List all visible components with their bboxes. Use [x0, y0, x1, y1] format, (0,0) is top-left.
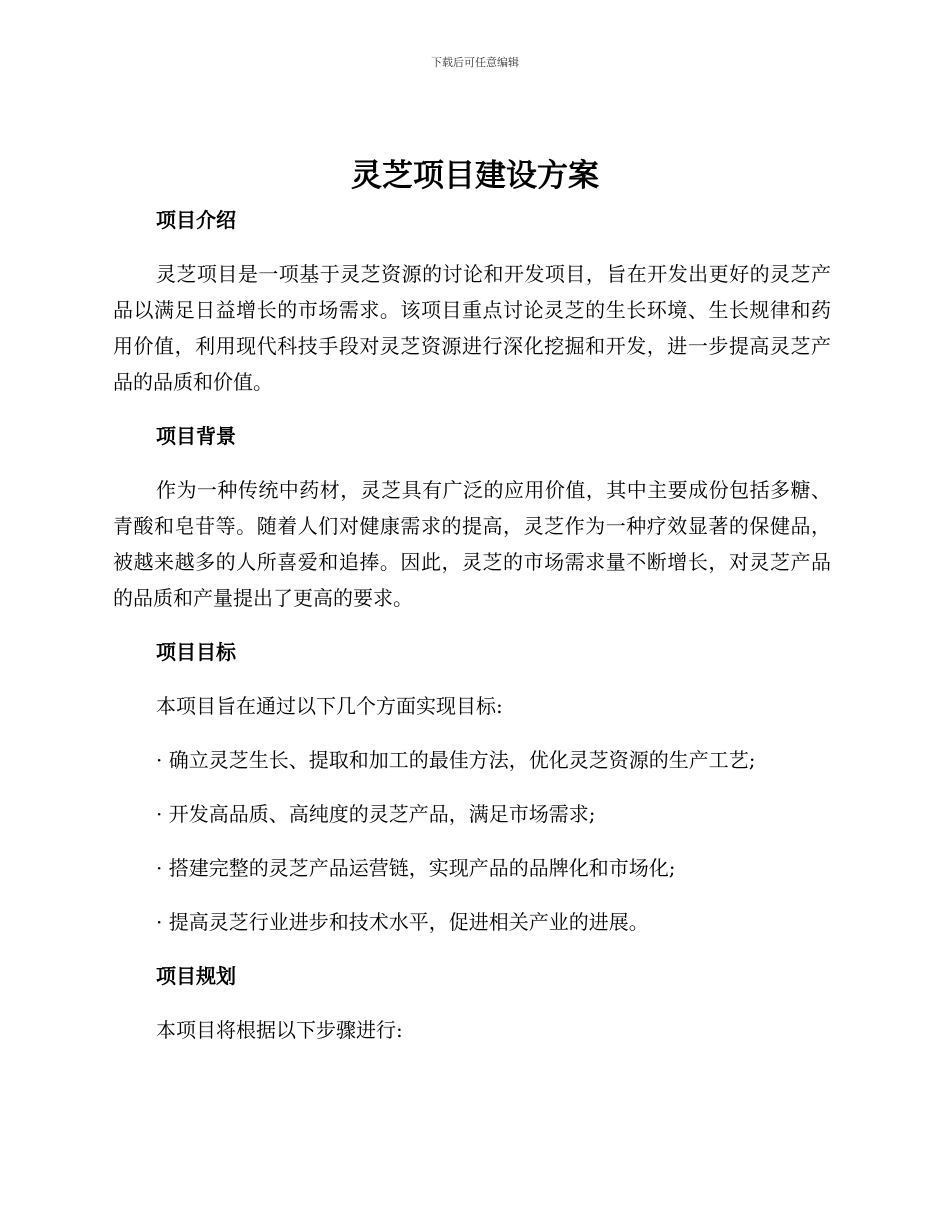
goal-bullet: · 搭建完整的灵芝产品运营链，实现产品的品牌化和市场化; [156, 856, 676, 880]
section-heading-goals: 项目目标 [156, 640, 236, 664]
goals-intro: 本项目旨在通过以下几个方面实现目标: [156, 694, 503, 718]
section-heading-plan: 项目规划 [156, 964, 236, 988]
goal-bullet: · 提高灵芝行业进步和技术水平，促进相关产业的进展。 [156, 910, 649, 934]
goal-bullet: · 开发高品质、高纯度的灵芝产品，满足市场需求; [156, 802, 596, 826]
section-heading-background: 项目背景 [156, 424, 236, 448]
background-paragraph: 作为一种传统中药材，灵芝具有广泛的应用价值，其中主要成份包括多糖、青酸和皂苷等。随着人们对健康需求的提高，灵芝作为一种疗效显著的保健品，被越来越多的人所喜爱和追捧。因此，灵芝的市场需求量不断增长，对灵芝产品的品质和产量提出了更高的要求。 [113, 478, 831, 610]
goal-bullet: · 确立灵芝生长、提取和加工的最佳方法，优化灵芝资源的生产工艺; [156, 748, 756, 772]
document-title: 灵芝项目建设方案 [351, 158, 599, 194]
document-body [113, 202, 831, 1066]
plan-intro: 本项目将根据以下步骤进行: [156, 1018, 403, 1042]
section-heading-intro: 项目介绍 [156, 208, 236, 232]
intro-paragraph: 灵芝项目是一项基于灵芝资源的讨论和开发项目，旨在开发出更好的灵芝产品以满足日益增长的市场需求。该项目重点讨论灵芝的生长环境、生长规律和药用价值，利用现代科技手段对灵芝资源进行深化挖掘和开发，进一步提高灵芝产品的品质和价值。 [113, 262, 831, 394]
header-note: 下载后可任意编辑 [431, 56, 519, 69]
